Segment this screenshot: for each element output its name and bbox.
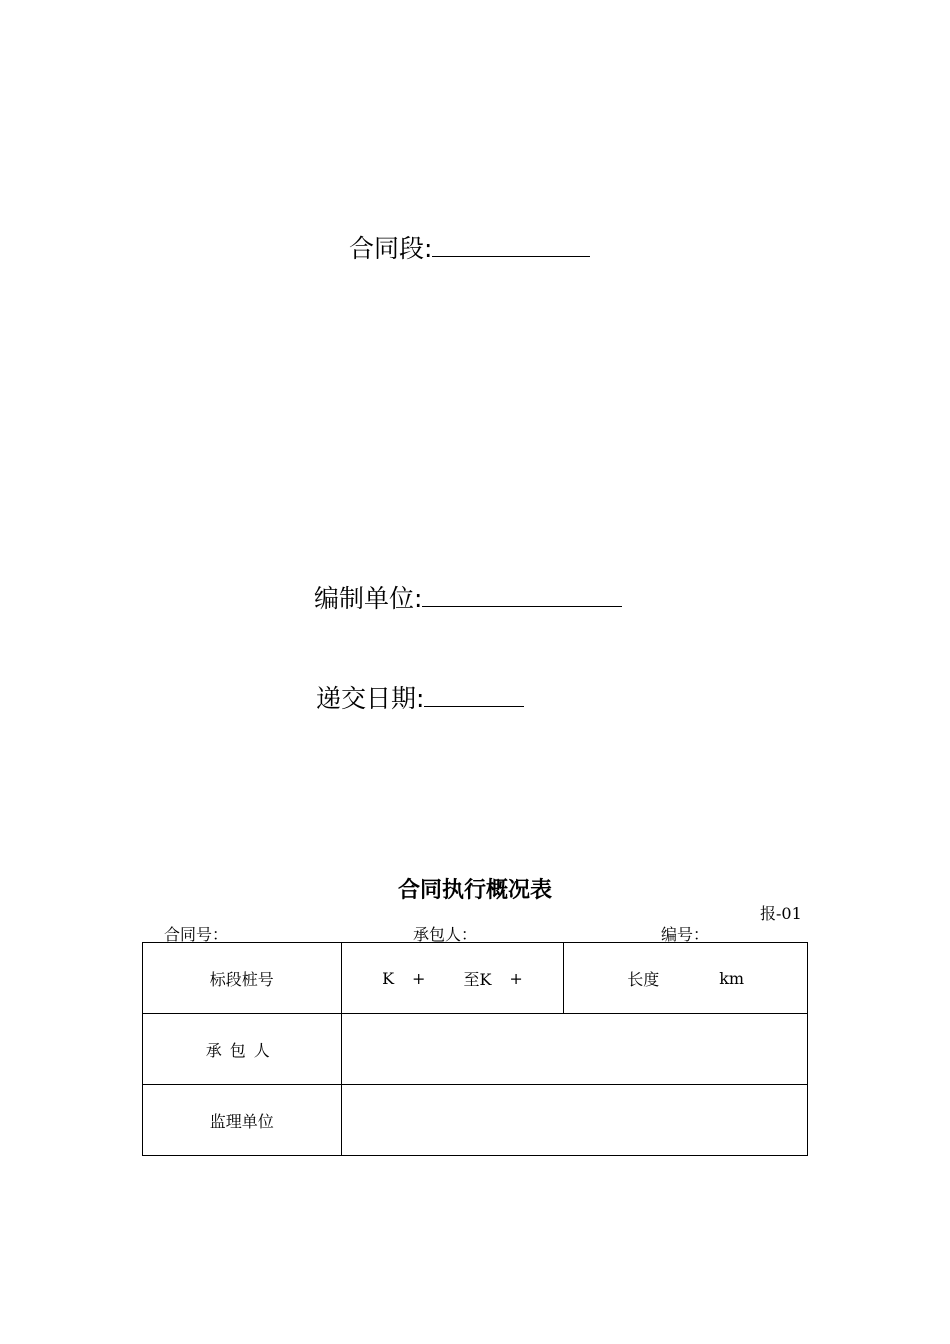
- contractor-row-label: 承包人: [205, 1040, 278, 1060]
- table-row-supervision: [143, 1085, 808, 1156]
- compiler-unit-blank: [422, 582, 622, 607]
- contractor-label: 承包人：: [413, 925, 478, 944]
- supervision-label-cell: [143, 1085, 342, 1156]
- length: [564, 967, 807, 990]
- contract-summary-table: [142, 942, 808, 1156]
- compiler-unit-label: 编制单位:: [314, 584, 423, 613]
- section-stake-label-cell: [143, 943, 342, 1014]
- table-row-contractor: [143, 1014, 808, 1085]
- submit-date-label: 递交日期:: [316, 684, 425, 713]
- contract-section-line: [349, 232, 590, 265]
- length-label: 长度: [627, 969, 660, 989]
- contractor-label-cell: [143, 1014, 342, 1085]
- form-code: 报-01: [760, 904, 802, 923]
- contractor-value-cell: [341, 1014, 807, 1085]
- stake-to-k: 至K: [463, 969, 492, 989]
- table-title: 合同执行概况表: [397, 878, 552, 903]
- submit-date-blank: [424, 682, 524, 707]
- contract-section-blank: [432, 232, 590, 257]
- length-cell: [564, 943, 808, 1014]
- stake-range: [342, 967, 564, 990]
- submit-date-line: [316, 682, 524, 715]
- number-label: 编号：: [661, 925, 710, 944]
- compiler-unit-line: [314, 582, 622, 615]
- supervision-value-cell: [341, 1085, 807, 1156]
- stake-start-plus: +: [412, 968, 426, 988]
- table-row-section-stake: [143, 943, 808, 1014]
- section-stake-label: 标段桩号: [209, 969, 274, 989]
- stake-end-plus: +: [509, 968, 523, 988]
- length-unit: km: [719, 968, 745, 988]
- stake-range-cell: [341, 943, 564, 1014]
- contract-no-label: 合同号：: [164, 925, 229, 944]
- stake-start-k: K: [382, 968, 395, 988]
- supervision-row-label: 监理单位: [209, 1111, 274, 1131]
- contract-section-label: 合同段:: [349, 234, 433, 263]
